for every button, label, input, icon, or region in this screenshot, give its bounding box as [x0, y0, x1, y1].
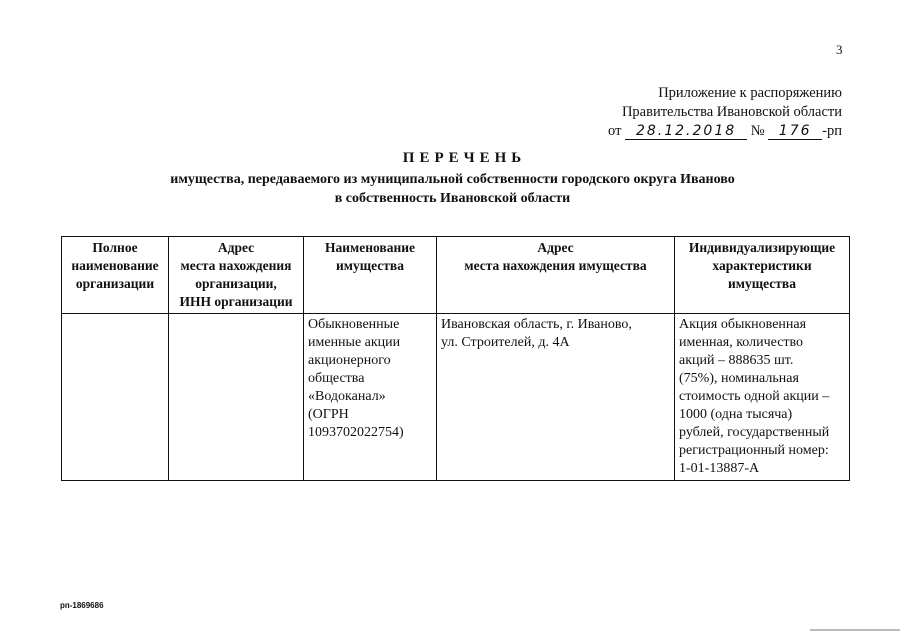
cell-text: 1-01-13887-А — [679, 461, 760, 476]
cell-text: 1093702022754) — [308, 425, 404, 440]
number-prefix: № — [750, 123, 765, 139]
date-prefix: от — [608, 123, 622, 139]
cell-text: Акция обыкновенная — [679, 317, 807, 332]
cell-org-name — [62, 314, 169, 481]
header-text: организации, — [195, 276, 277, 291]
cell-text: акций – 888635 шт. — [679, 353, 794, 368]
scan-artifact-line — [810, 629, 900, 631]
header-text: Индивидуализирующие — [688, 240, 836, 255]
cell-text: 1000 (одна тысяча) — [679, 407, 793, 422]
subtitle-line-1: имущества, передаваемого из муниципальной собственности городского округа Иваново — [170, 172, 735, 187]
cell-text: «Водоканал» — [308, 389, 386, 404]
cell-text: рублей, государственный — [679, 425, 830, 440]
cell-text: общества — [308, 371, 365, 386]
header-characteristics — [675, 237, 850, 314]
header-text: Полное — [92, 240, 138, 255]
table-row — [62, 314, 850, 481]
header-text: наименование — [71, 258, 159, 273]
cell-text: (ОГРН — [308, 407, 349, 422]
property-table — [61, 236, 850, 481]
document-subtitle — [0, 170, 905, 208]
cell-text: Ивановская область, г. Иваново, — [441, 317, 632, 332]
header-text: характеристики — [712, 258, 812, 273]
cell-text: ул. Строителей, д. 4А — [441, 335, 570, 350]
cell-property-name — [304, 314, 437, 481]
cell-text: стоимость одной акции – — [679, 389, 830, 404]
appendix-date-line — [608, 122, 842, 141]
header-text: Адрес — [537, 240, 574, 255]
cell-property-address — [437, 314, 675, 481]
header-text: Адрес — [217, 240, 255, 255]
footer-document-code: рп-1869686 — [60, 601, 104, 610]
page-number: 3 — [836, 42, 843, 57]
cell-characteristics — [675, 314, 850, 481]
header-text: Наименование — [325, 240, 415, 255]
header-text: ИНН организации — [179, 294, 293, 309]
table-header-row — [62, 237, 850, 314]
appendix-block — [608, 84, 842, 141]
subtitle-line-2: в собственность Ивановской области — [334, 191, 571, 206]
header-org-address — [169, 237, 304, 314]
header-text: места нахождения имущества — [464, 258, 647, 273]
cell-text: именные акции — [308, 335, 401, 350]
appendix-line-2: Правительства Ивановской области — [621, 104, 842, 120]
header-text: имущества — [728, 276, 796, 291]
cell-text: регистрационный номер: — [679, 443, 829, 458]
handwritten-number: 176 — [768, 123, 822, 140]
cell-text: (75%), номинальная — [679, 371, 799, 386]
cell-text: Обыкновенные — [308, 317, 400, 332]
header-property-name — [304, 237, 437, 314]
appendix-line-1: Приложение к распоряжению — [658, 85, 842, 101]
document-title: ПЕРЕЧЕНЬ — [402, 150, 527, 166]
header-text: места нахождения — [180, 258, 292, 273]
cell-text: акционерного — [308, 353, 391, 368]
header-text: организации — [75, 276, 155, 291]
number-suffix: -рп — [822, 123, 842, 139]
handwritten-date: 28.12.2018 — [625, 123, 747, 140]
cell-org-address — [169, 314, 304, 481]
header-text: имущества — [336, 258, 404, 273]
header-property-address — [437, 237, 675, 314]
header-org-name — [62, 237, 169, 314]
cell-text: именная, количество — [679, 335, 804, 350]
